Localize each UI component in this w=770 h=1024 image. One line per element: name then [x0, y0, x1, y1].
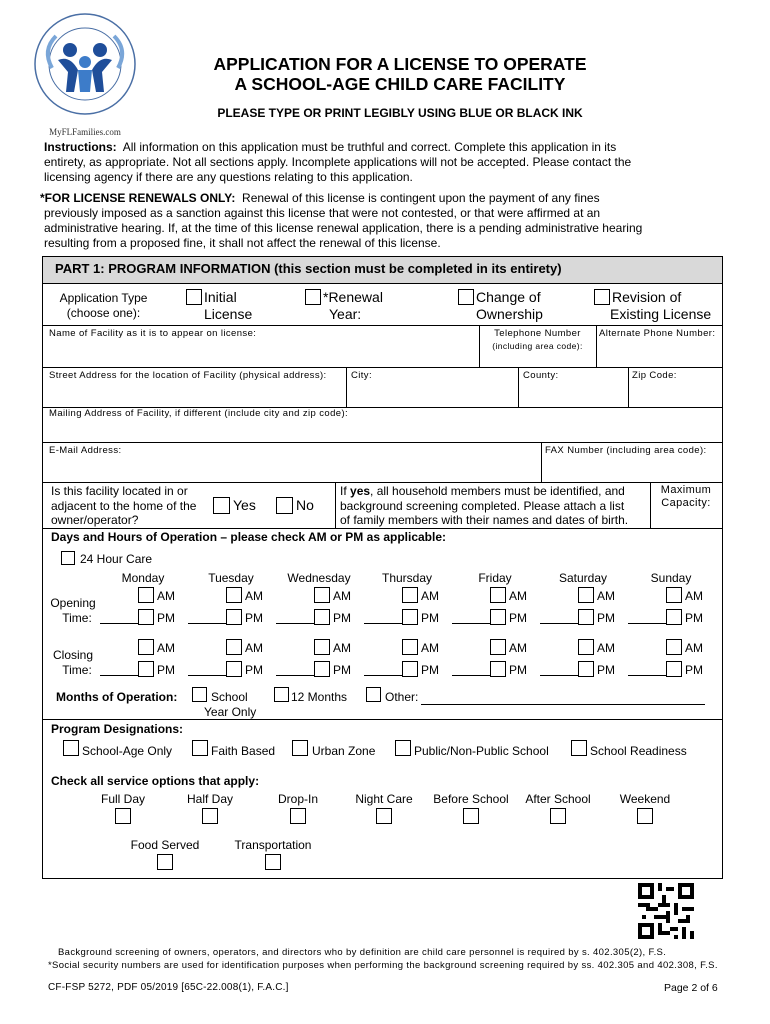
application-type-l1: Application Type: [59, 291, 148, 305]
revision-label: [612, 289, 711, 323]
home-no-checkbox[interactable]: [276, 497, 293, 514]
close-pm-checkbox-4[interactable]: [490, 661, 506, 677]
instructions-line1: All information on this application must be truthful and correct. Complete this application in its: [122, 140, 617, 154]
close-am-checkbox-4[interactable]: [490, 639, 506, 655]
urban-zone-checkbox[interactable]: [292, 740, 308, 756]
school-age-only-label: School-Age Only: [82, 744, 173, 758]
renewal-line4: resulting from a proposed fine, it shall not affect the renewal of this license.: [44, 236, 441, 250]
open-am-label-0: AM: [157, 589, 175, 603]
open-am-label-1: AM: [245, 589, 263, 603]
close-am-label-5: AM: [597, 641, 615, 655]
renewal-l1: *Renewal: [323, 289, 383, 305]
open-pm-checkbox-4[interactable]: [490, 609, 506, 625]
part1-heading-text: PART 1: PROGRAM INFORMATION (this section must be completed in its entirety): [55, 261, 562, 276]
closing-time-input-6[interactable]: [628, 675, 666, 676]
open-pm-label-2: PM: [333, 611, 351, 625]
renewal-line2: previously imposed as a sanction against this license that were not contested, or that were affirmed at an: [44, 206, 601, 220]
if-yes-l2: background screening completed. Please attach a list: [340, 498, 625, 513]
close-am-checkbox-2[interactable]: [314, 639, 330, 655]
close-am-label-3: AM: [421, 641, 439, 655]
telephone-l1: Telephone Number: [494, 328, 581, 339]
other-months-checkbox[interactable]: [366, 687, 381, 702]
open-pm-label-3: PM: [421, 611, 439, 625]
day-label-1: Tuesday: [208, 571, 254, 585]
service-checkbox-1[interactable]: [202, 808, 218, 824]
service-checkbox-0[interactable]: [115, 808, 131, 824]
service-label-2: Drop-In: [277, 792, 318, 806]
application-type-label: [46, 291, 161, 321]
facility-name-field[interactable]: Name of Facility as it is to appear on license:: [49, 328, 257, 339]
open-pm-checkbox-6[interactable]: [666, 609, 682, 625]
public-school-label: Public/Non-Public School: [414, 744, 549, 758]
renewal-checkbox[interactable]: [305, 289, 321, 305]
page-number: Page 2 of 6: [664, 982, 718, 994]
opening-time-input-0[interactable]: [100, 623, 138, 624]
service-label-3: Night Care: [355, 792, 413, 806]
day-label-3: Thursday: [381, 571, 433, 585]
home-question: [51, 484, 196, 528]
close-pm-checkbox-1[interactable]: [226, 661, 242, 677]
initial-license-checkbox[interactable]: [186, 289, 202, 305]
renewal-notice: [40, 191, 745, 251]
close-pm-label-6: PM: [685, 663, 703, 677]
close-am-label-2: AM: [333, 641, 351, 655]
faith-based-label: Faith Based: [211, 744, 276, 758]
change-ownership-label: [476, 289, 543, 323]
service2-label-1: Transportation: [234, 838, 312, 852]
open-pm-label-5: PM: [597, 611, 615, 625]
opening-l2: Time:: [62, 611, 92, 625]
twelve-months-label: 12 Months: [291, 690, 348, 704]
initial-l1: Initial: [204, 289, 237, 305]
closing-time-input-5[interactable]: [540, 675, 578, 676]
close-pm-label-4: PM: [509, 663, 527, 677]
dcf-logo: [30, 10, 140, 135]
closing-time-input-1[interactable]: [188, 675, 226, 676]
title-line2: A SCHOOL-AGE CHILD CARE FACILITY: [234, 74, 566, 94]
open-pm-label-0: PM: [157, 611, 175, 625]
home-l2: adjacent to the home of the: [51, 498, 197, 513]
closing-l2: Time:: [62, 663, 92, 677]
email-field[interactable]: E-Mail Address:: [49, 445, 122, 456]
close-am-checkbox-5[interactable]: [578, 639, 594, 655]
close-pm-checkbox-0[interactable]: [138, 661, 154, 677]
close-pm-checkbox-2[interactable]: [314, 661, 330, 677]
change-of-ownership-checkbox[interactable]: [458, 289, 474, 305]
close-pm-label-2: PM: [333, 663, 351, 677]
24-hour-care-label: 24 Hour Care: [80, 552, 153, 566]
renewal-l2: Year:: [329, 306, 362, 322]
other-months-input[interactable]: [421, 704, 705, 705]
logo-site: MyFLFamilies.com: [49, 127, 121, 137]
open-pm-label-6: PM: [685, 611, 703, 625]
home-yes-checkbox[interactable]: [213, 497, 230, 514]
open-am-checkbox-1[interactable]: [226, 587, 242, 603]
open-am-label-3: AM: [421, 589, 439, 603]
service-checkbox-2[interactable]: [290, 808, 306, 824]
open-pm-label-1: PM: [245, 611, 263, 625]
other-months-label: Other:: [385, 690, 419, 704]
close-am-label-0: AM: [157, 641, 175, 655]
title-line1: APPLICATION FOR A LICENSE TO OPERATE: [213, 54, 587, 74]
open-am-checkbox-3[interactable]: [402, 587, 418, 603]
renewal-label-opt: [323, 289, 383, 323]
day-label-2: Wednesday: [287, 571, 351, 585]
service-label-0: Full Day: [100, 792, 145, 806]
close-pm-checkbox-5[interactable]: [578, 661, 594, 677]
close-am-label-1: AM: [245, 641, 263, 655]
telephone-field[interactable]: [480, 328, 595, 352]
max-capacity-field[interactable]: [651, 484, 721, 510]
open-am-label-6: AM: [685, 589, 703, 603]
revision-l2: Existing License: [610, 306, 712, 322]
footer-notes: [40, 947, 740, 972]
home-l1: Is this facility located in or: [51, 484, 188, 498]
school-l2: Year Only: [204, 705, 257, 719]
open-am-checkbox-5[interactable]: [578, 587, 594, 603]
close-pm-label-5: PM: [597, 663, 615, 677]
services-heading: Check all service options that apply:: [51, 774, 260, 788]
open-am-checkbox-4[interactable]: [490, 587, 506, 603]
close-am-label-6: AM: [685, 641, 703, 655]
close-am-checkbox-3[interactable]: [402, 639, 418, 655]
if-yes-note: [340, 484, 628, 528]
change-l1: Change of: [476, 289, 541, 305]
closing-time-input-2[interactable]: [276, 675, 314, 676]
open-pm-checkbox-0[interactable]: [138, 609, 154, 625]
if-yes-l1: , all household members must be identified, and: [370, 484, 625, 498]
open-pm-checkbox-3[interactable]: [402, 609, 418, 625]
school-year-label: [204, 690, 256, 720]
close-pm-label-3: PM: [421, 663, 439, 677]
service-label-4: Before School: [433, 792, 509, 806]
day-label-0: Monday: [121, 571, 165, 585]
footer-note2: *Social security numbers are used for identification purposes when performing the background screening required by ss. 402.305 and 402.308, F.S.: [48, 959, 718, 971]
instructions: [44, 140, 744, 185]
application-type-l2: (choose one):: [66, 306, 141, 320]
open-pm-checkbox-5[interactable]: [578, 609, 594, 625]
opening-time-label: [45, 596, 101, 626]
renewal-line1: Renewal of this license is contingent upon the payment of any fines: [242, 191, 600, 205]
days-heading: Days and Hours of Operation – please check AM or PM as applicable:: [51, 530, 447, 544]
open-am-checkbox-6[interactable]: [666, 587, 682, 603]
city-field[interactable]: City:: [351, 370, 372, 381]
twelve-months-checkbox[interactable]: [274, 687, 289, 702]
24-hour-care-checkbox[interactable]: [61, 551, 75, 565]
urban-zone-label: Urban Zone: [312, 744, 376, 758]
opening-time-input-3[interactable]: [364, 623, 402, 624]
closing-time-input-0[interactable]: [100, 675, 138, 676]
telephone-l2: (including area code):: [492, 341, 583, 351]
close-pm-checkbox-6[interactable]: [666, 661, 682, 677]
service-checkbox-6[interactable]: [637, 808, 653, 824]
renewal-line3: administrative hearing. If, at the time of this license renewal application, there is a pending administrative hearing: [44, 221, 643, 235]
closing-time-input-3[interactable]: [364, 675, 402, 676]
county-field[interactable]: County:: [523, 370, 559, 381]
dcf-seal-icon: [30, 10, 140, 122]
opening-time-input-2[interactable]: [276, 623, 314, 624]
open-pm-label-4: PM: [509, 611, 527, 625]
open-am-checkbox-0[interactable]: [138, 587, 154, 603]
school-readiness-checkbox[interactable]: [571, 740, 587, 756]
zip-code-field[interactable]: Zip Code:: [632, 370, 677, 381]
initial-l2: License: [204, 306, 253, 322]
close-pm-checkbox-3[interactable]: [402, 661, 418, 677]
close-pm-label-1: PM: [245, 663, 263, 677]
opening-time-input-6[interactable]: [628, 623, 666, 624]
max-l2: Capacity:: [661, 497, 711, 509]
day-label-6: Sunday: [650, 571, 692, 585]
alternate-phone-field[interactable]: Alternate Phone Number:: [599, 328, 716, 339]
service-label-5: After School: [525, 792, 591, 806]
opening-time-input-1[interactable]: [188, 623, 226, 624]
street-address-field[interactable]: Street Address for the location of Facility (physical address):: [49, 370, 327, 381]
close-pm-label-0: PM: [157, 663, 175, 677]
home-yes-label: Yes: [233, 497, 256, 513]
close-am-checkbox-6[interactable]: [666, 639, 682, 655]
if-yes-l3: of family members with their names and dates of birth.: [340, 513, 629, 527]
qr-code: [638, 883, 694, 939]
school-readiness-label: School Readiness: [590, 744, 687, 758]
instructions-label: Instructions:: [44, 140, 117, 154]
closing-time-input-4[interactable]: [452, 675, 490, 676]
if-yes-pre: If: [340, 484, 351, 498]
instructions-line2: entirety, as appropriate. Not all sections apply. Incomplete applications will not be accepted. Please contact the: [44, 155, 632, 169]
service-label-6: Weekend: [619, 792, 671, 806]
home-no-label: No: [296, 497, 314, 513]
initial-license-label: [204, 289, 252, 323]
school-l1: School: [211, 690, 248, 704]
day-label-4: Friday: [478, 571, 512, 585]
service-checkbox-5[interactable]: [550, 808, 566, 824]
closing-time-label: [45, 648, 101, 678]
footer-note1: Background screening of owners, operators, and directors who by definition are child care personnel is required by s. 402.305(2), F.S.: [58, 947, 667, 958]
fax-field[interactable]: FAX Number (including area code):: [545, 445, 707, 456]
service2-checkbox-0[interactable]: [157, 854, 173, 870]
months-label: Months of Operation:: [56, 690, 178, 704]
change-l2: Ownership: [476, 306, 543, 322]
close-am-checkbox-1[interactable]: [226, 639, 242, 655]
max-l1: Maximum: [660, 484, 712, 496]
close-am-checkbox-0[interactable]: [138, 639, 154, 655]
open-am-label-4: AM: [509, 589, 527, 603]
mailing-address-field[interactable]: Mailing Address of Facility, if different (include city and zip code):: [49, 408, 349, 419]
subtitle: PLEASE TYPE OR PRINT LEGIBLY USING BLUE OR BLACK INK: [217, 106, 583, 120]
close-am-label-4: AM: [509, 641, 527, 655]
part1-heading: [43, 257, 722, 284]
service2-label-0: Food Served: [130, 838, 200, 852]
designations-heading: Program Designations:: [51, 722, 184, 736]
instructions-line3: licensing agency if there are any questions relating to this application.: [44, 170, 413, 184]
faith-based-checkbox[interactable]: [192, 740, 208, 756]
service-checkbox-4[interactable]: [463, 808, 479, 824]
day-label-5: Saturday: [558, 571, 608, 585]
open-am-label-5: AM: [597, 589, 615, 603]
service2-checkbox-1[interactable]: [265, 854, 281, 870]
opening-time-input-5[interactable]: [540, 623, 578, 624]
if-yes-bold: yes: [350, 484, 371, 498]
home-l3: owner/operator?: [51, 513, 139, 527]
closing-l1: Closing: [52, 648, 94, 662]
service-checkbox-3[interactable]: [376, 808, 392, 824]
revision-license-checkbox[interactable]: [594, 289, 610, 305]
form-id: CF-FSP 5272, PDF 05/2019 [65C-22.008(1), F.A.C.]: [48, 982, 289, 993]
open-pm-checkbox-1[interactable]: [226, 609, 242, 625]
opening-time-input-4[interactable]: [452, 623, 490, 624]
open-pm-checkbox-2[interactable]: [314, 609, 330, 625]
open-am-label-2: AM: [333, 589, 351, 603]
opening-l1: Opening: [50, 596, 96, 610]
service-label-1: Half Day: [186, 792, 233, 806]
school-age-only-checkbox[interactable]: [63, 740, 79, 756]
revision-l1: Revision of: [612, 289, 682, 305]
public-school-checkbox[interactable]: [395, 740, 411, 756]
renewal-label: *FOR LICENSE RENEWALS ONLY:: [40, 191, 236, 205]
open-am-checkbox-2[interactable]: [314, 587, 330, 603]
